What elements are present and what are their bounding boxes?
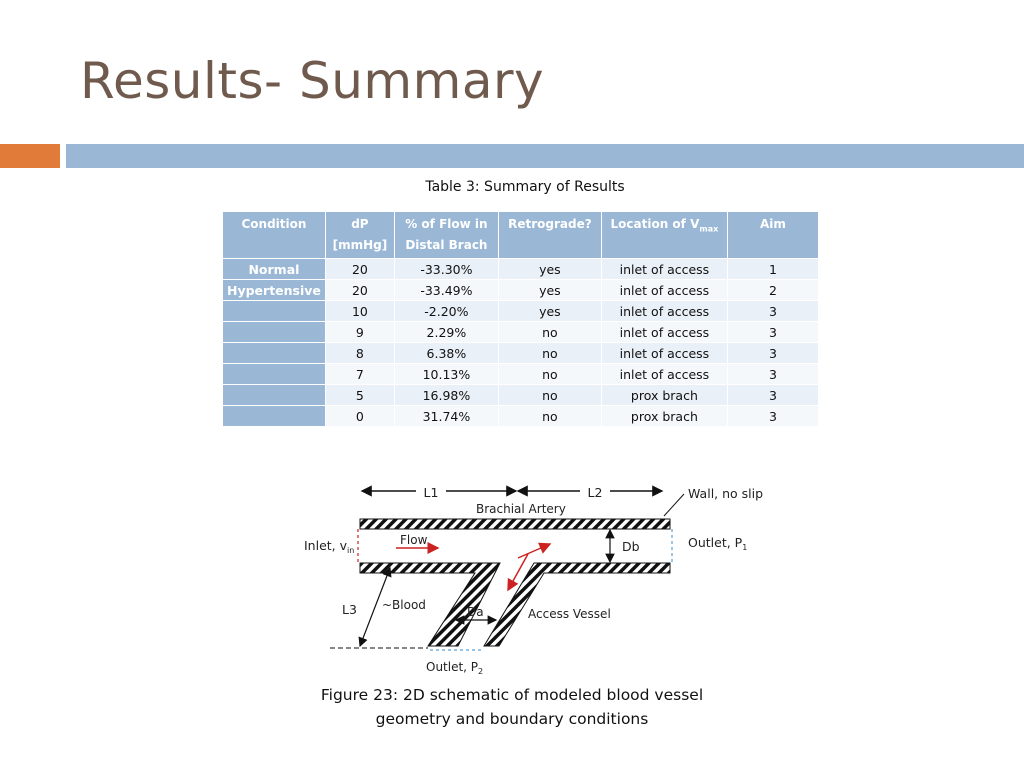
label-db: Db [622,539,640,554]
cell-aim: 3 [727,343,818,364]
cell-flow: 10.13% [394,364,498,385]
cell-loc: inlet of access [601,343,727,364]
cell-flow: -2.20% [394,301,498,322]
top-wall [360,519,670,529]
cell-dp: 9 [325,322,394,343]
cell-aim: 3 [727,406,818,427]
label-brachial: Brachial Artery [476,502,566,516]
table-row [223,385,819,406]
table-caption: Table 3: Summary of Results [425,179,625,195]
table-row [223,280,819,301]
accent-bar-orange [0,144,60,168]
table-row [223,301,819,322]
table-header-row [223,212,819,259]
cell-loc: inlet of access [601,280,727,301]
cell-condition [223,406,326,427]
cell-retro: no [498,322,601,343]
header-aim: Aim [727,212,818,259]
figure-caption: Figure 23: 2D schematic of modeled blood vessel geometry and boundary conditions [320,686,704,728]
cell-condition [223,343,326,364]
cell-condition: Hypertensive [223,280,326,301]
label-flow: Flow [400,533,428,547]
header-condition: Condition [223,212,326,259]
cell-aim: 3 [727,301,818,322]
cell-flow: -33.30% [394,259,498,280]
table-row [223,259,819,280]
cell-condition: Normal [223,259,326,280]
cell-flow: 6.38% [394,343,498,364]
cell-loc: inlet of access [601,259,727,280]
flow-arrow-branch [518,544,550,558]
label-access: Access Vessel [528,607,611,621]
label-outlet2: Outlet, $P_2$ [426,660,484,676]
cell-dp: 10 [325,301,394,322]
label-da: Da [467,605,484,619]
cell-dp: 8 [325,343,394,364]
cell-dp: 20 [325,280,394,301]
label-l2: L2 [587,485,603,500]
cell-dp: 20 [325,259,394,280]
table-row [223,343,819,364]
cell-retro: no [498,406,601,427]
cell-dp: 7 [325,364,394,385]
cell-loc: inlet of access [601,322,727,343]
cell-condition [223,364,326,385]
label-blood: ~Blood [382,598,426,612]
table-body [223,259,819,427]
label-outlet1: Outlet, $P_1$ [688,535,748,552]
cell-dp: 0 [325,406,394,427]
cell-retro: yes [498,301,601,322]
label-l1: L1 [423,485,439,500]
cell-retro: no [498,364,601,385]
cell-loc: prox brach [601,406,727,427]
cell-aim: 1 [727,259,818,280]
cell-flow: 2.29% [394,322,498,343]
header-dp: dP [mmHg] [325,212,394,259]
cell-condition [223,322,326,343]
cell-aim: 3 [727,322,818,343]
cell-aim: 3 [727,364,818,385]
header-location: Location of $V_{max}$ [601,212,727,259]
label-inlet: Inlet, $v_{in}$ [304,538,355,555]
cell-retro: yes [498,259,601,280]
header-retrograde: Retrograde? [498,212,601,259]
cell-condition [223,385,326,406]
bottom-wall-right [484,563,670,646]
cell-flow: -33.49% [394,280,498,301]
cell-retro: yes [498,280,601,301]
label-wall: Wall, no slip [688,486,764,501]
cell-loc: inlet of access [601,364,727,385]
slide-title: Results- Summary [80,52,545,110]
cell-flow: 16.98% [394,385,498,406]
cell-retro: no [498,343,601,364]
wall-leader-line [664,494,684,516]
table-row [223,364,819,385]
cell-dp: 5 [325,385,394,406]
header-flow: % of Flow in Distal Brach [394,212,498,259]
summary-table [222,211,819,427]
cell-condition [223,301,326,322]
cell-loc: prox brach [601,385,727,406]
table-row [223,322,819,343]
cell-aim: 3 [727,385,818,406]
vessel-schematic [296,478,776,678]
cell-loc: inlet of access [601,301,727,322]
cell-flow: 31.74% [394,406,498,427]
accent-bar-blue [66,144,1024,168]
table-row [223,406,819,427]
cell-retro: no [498,385,601,406]
label-l3: L3 [342,602,357,617]
cell-aim: 2 [727,280,818,301]
